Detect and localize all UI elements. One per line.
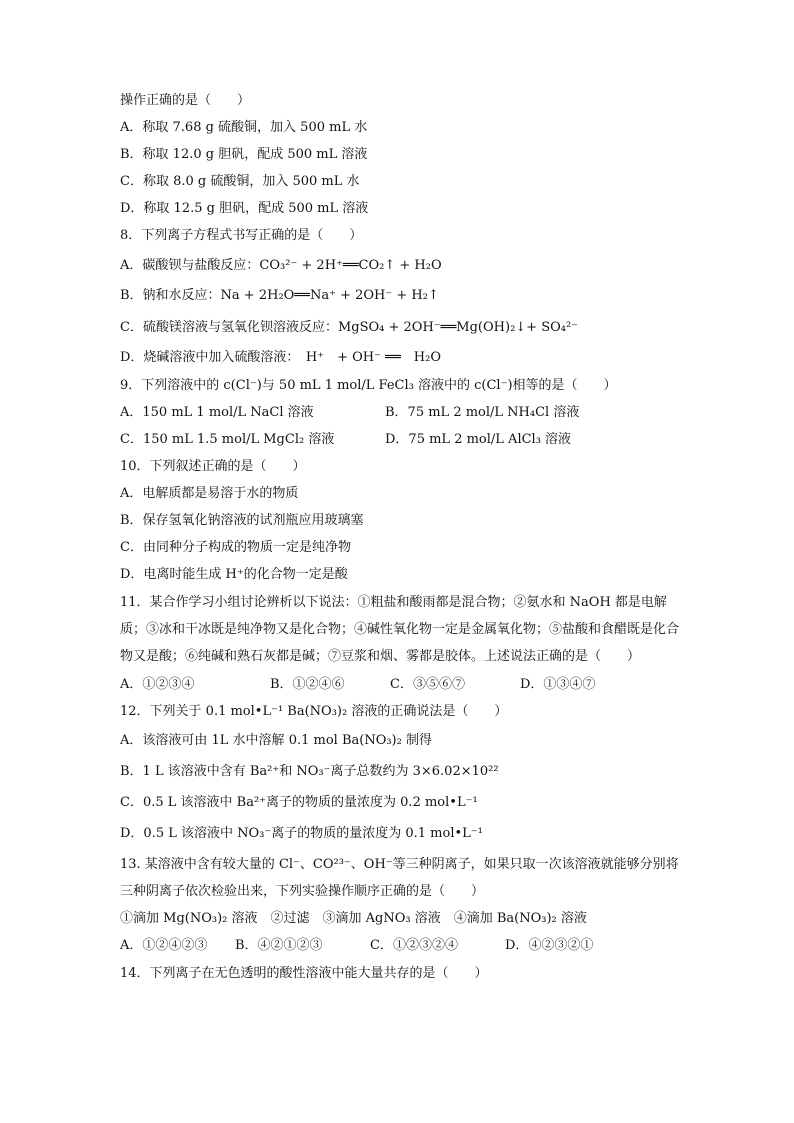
q7-option-c: C．称取 8.0 g 硫酸铜，加入 500 mL 水 xyxy=(120,174,360,190)
question-11-stem: 11．某合作学习小组讨论辨析以下说法：①粗盐和酸雨都是混合物；②氨水和 NaOH 都是电解质；③冰和干冰既是纯净物又是化合物；④碱性氧化物一定是金属氧化物；⑤盐酸和食醋既是化合物又是酸；⑥纯碱和熟石灰都是碱；⑦豆浆和烟、雾都是胶体。上述说法正确的是（ ） xyxy=(120,595,680,665)
q11-option-c: C．③⑤⑥⑦ xyxy=(390,677,465,693)
question-8-stem: 8．下列离子方程式书写正确的是（ ） xyxy=(120,228,363,244)
q7-option-d: D．称取 12.5 g 胆矾，配成 500 mL 溶液 xyxy=(120,201,369,217)
question-13-stem: 13. 某溶液中含有较大量的 Cl⁻、CO²³⁻、OH⁻等三种阴离子，如果只取一次该溶液就能够分别将三种阴离子依次检验出来，下列实验操作顺序正确的是（ ） xyxy=(120,857,679,900)
q11-options-row xyxy=(120,676,682,694)
q8-option-d: D．烧碱溶液中加入硫酸溶液： H⁺ + OH⁻ ══ H₂O xyxy=(120,350,441,366)
q10-option-d: D．电离时能生成 H⁺的化合物一定是酸 xyxy=(120,567,348,583)
q10-option-a: A．电解质都是易溶于水的物质 xyxy=(120,485,299,501)
q12-option-c: C．0.5 L 该溶液中 Ba²⁺离子的物质的量浓度为 0.2 mol•L⁻¹ xyxy=(120,795,478,811)
q9-option-c: C．150 mL 1.5 mol/L MgCl₂ 溶液 xyxy=(120,431,335,447)
q8-option-b: B．钠和水反应：Na + 2H₂O══Na⁺ + 2OH⁻ + H₂↑ xyxy=(120,288,439,304)
question-14-stem: 14．下列离子在无色透明的酸性溶液中能大量共存的是（ ） xyxy=(120,965,488,981)
q13-options-row xyxy=(120,937,682,955)
q11-option-b: B．①②④⑥ xyxy=(270,677,345,693)
question-10-stem: 10．下列叙述正确的是（ ） xyxy=(120,458,306,474)
q9-option-a: A．150 mL 1 mol/L NaCl 溶液 xyxy=(120,404,314,420)
question-12-stem: 12．下列关于 0.1 mol•L⁻¹ Ba(NO₃)₂ 溶液的正确说法是（ ） xyxy=(120,704,508,720)
q8-option-c: C．硫酸镁溶液与氢氧化钡溶液反应：MgSO₄ + 2OH⁻══Mg(OH)₂↓+ SO₄²⁻ xyxy=(120,320,579,336)
q9-option-b: B．75 mL 2 mol/L NH₄Cl 溶液 xyxy=(385,404,580,420)
q9-option-d: D．75 mL 2 mol/L AlCl₃ 溶液 xyxy=(385,431,572,447)
q13-option-c: C．①②③②④ xyxy=(370,938,458,954)
q7-option-b: B．称取 12.0 g 胆矾，配成 500 mL 溶液 xyxy=(120,147,368,163)
q13-steps: ①滴加 Mg(NO₃)₂ 溶液 ②过滤 ③滴加 AgNO₃ 溶液 ④滴加 Ba(NO₃)₂ 溶液 xyxy=(120,911,587,927)
q8-option-a: A．碳酸钡与盐酸反应：CO₃²⁻ + 2H⁺══CO₂↑ + H₂O xyxy=(120,258,442,274)
q13-option-b: B．④②①②③ xyxy=(235,938,323,954)
q9-options-row-1 xyxy=(120,404,682,422)
q10-option-b: B．保存氢氧化钠溶液的试剂瓶应用玻璃塞 xyxy=(120,513,364,529)
q12-option-d: D．0.5 L 该溶液中 NO₃⁻离子的物质的量浓度为 0.1 mol•L⁻¹ xyxy=(120,826,483,842)
q13-option-a: A．①②④②③ xyxy=(120,938,208,954)
q12-option-a: A．该溶液可由 1L 水中溶解 0.1 mol Ba(NO₃)₂ 制得 xyxy=(120,733,432,749)
page-content xyxy=(120,92,682,983)
q13-option-d: D．④②③②① xyxy=(505,938,594,954)
q12-option-b: B．1 L 该溶液中含有 Ba²⁺和 NO₃⁻离子总数约为 3×6.02×10²² xyxy=(120,764,499,780)
q9-options-row-2 xyxy=(120,431,682,449)
question-7-stem-end: 操作正确的是（ ） xyxy=(120,93,251,108)
q11-option-a: A．①②③④ xyxy=(120,677,195,693)
q7-option-a: A．称取 7.68 g 硫酸铜，加入 500 mL 水 xyxy=(120,120,368,136)
question-9-stem: 9．下列溶液中的 c(Cl⁻)与 50 mL 1 mol/L FeCl₃ 溶液中的 c(Cl⁻)相等的是（ ） xyxy=(120,377,617,393)
q11-option-d: D．①③④⑦ xyxy=(520,677,596,693)
q10-option-c: C．由同种分子构成的物质一定是纯净物 xyxy=(120,540,351,556)
